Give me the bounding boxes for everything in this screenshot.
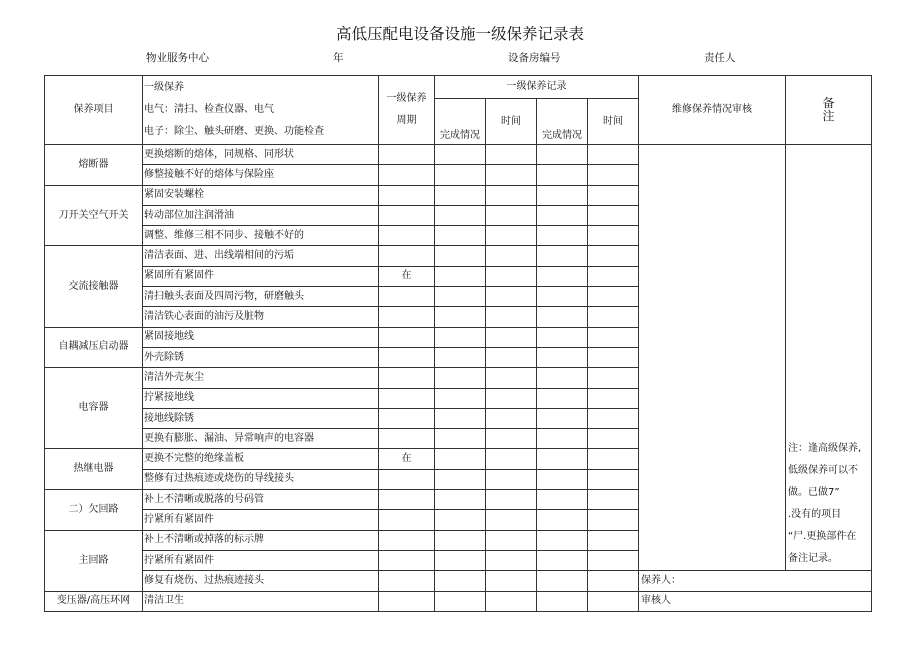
task-text: 更换不完整的绝缘盖板 [143,449,379,469]
task-text: 紧固所有紧固件 [143,266,379,286]
record-cell [486,347,537,367]
item-name: 主回路 [45,530,143,591]
item-name: 变压器/高压环网 [45,591,143,611]
record-cell [486,307,537,327]
record-cell [588,571,639,591]
record-cell [486,490,537,510]
record-cell [537,490,588,510]
item-name: 自耦减压启动器 [45,327,143,368]
record-cell [486,368,537,388]
record-cell [588,510,639,530]
record-cell [486,510,537,530]
task-text: 清洁表面、进、出线端相间的污垢 [143,246,379,266]
task-text: 清洁铁心表面的油污及脏物 [143,307,379,327]
record-cell [435,490,486,510]
service-center-label: 物业服务中心 [146,52,209,64]
record-cell [435,449,486,469]
record-cell [486,287,537,307]
record-cell [588,429,639,449]
table-row [45,145,872,165]
record-cell [537,388,588,408]
task-text: 调整、维修三相不同步、接触不好的 [143,226,379,246]
record-cell [588,246,639,266]
period-cell [379,165,435,185]
record-cell [588,347,639,367]
record-cell [435,347,486,367]
period-cell [379,510,435,530]
record-cell [435,591,486,611]
record-cell [537,165,588,185]
record-cell [435,469,486,489]
table-row [45,571,872,591]
period-cell [379,490,435,510]
record-cell [435,388,486,408]
period-cell [379,246,435,266]
record-cell [486,205,537,225]
record-cell [537,145,588,165]
record-cell [537,287,588,307]
record-cell [486,226,537,246]
header-done-1: 完成情况 [435,99,486,145]
item-name: 交流接触器 [45,246,143,327]
record-cell [588,266,639,286]
item-name: 二）欠回路 [45,490,143,531]
record-cell [435,408,486,428]
header-content-line: 电子：除尘、触头研磨、更换、功能检查 [144,126,324,137]
period-cell [379,429,435,449]
period-cell [379,145,435,165]
record-cell [537,530,588,550]
record-cell [588,185,639,205]
record-cell [537,449,588,469]
responsible-person-label: 责任人 [704,52,736,64]
year-label: 年 [333,52,344,64]
record-cell [435,165,486,185]
note-line: 做。已做7” [788,487,840,498]
period-cell [379,307,435,327]
period-cell [379,287,435,307]
period-cell [379,571,435,591]
task-text: 清洁卫生 [143,591,379,611]
record-cell [537,510,588,530]
header-remark [786,76,872,145]
note-line: .没有的项目 [788,509,842,520]
task-text: 清扫触头表面及四周污物，研磨触头 [143,287,379,307]
record-cell [435,287,486,307]
record-cell [588,408,639,428]
record-cell [537,205,588,225]
record-cell [537,550,588,570]
record-cell [486,185,537,205]
task-text: 紧固接地线 [143,327,379,347]
record-cell [435,510,486,530]
task-text: 紧固安装螺栓 [143,185,379,205]
record-cell [588,145,639,165]
task-text: 修整接触不好的熔体与保险座 [143,165,379,185]
record-cell [435,550,486,570]
record-cell [537,347,588,367]
task-text: 拧紧所有紧固件 [143,510,379,530]
record-cell [537,226,588,246]
task-text: 转动部位加注润滑油 [143,205,379,225]
period-cell [379,591,435,611]
record-cell [486,165,537,185]
record-cell [588,307,639,327]
record-cell [435,327,486,347]
record-cell [435,205,486,225]
record-cell [537,591,588,611]
header-period-line: 周期 [396,115,417,126]
task-text: 清洁外壳灰尘 [143,368,379,388]
record-cell [588,469,639,489]
record-cell [588,226,639,246]
period-cell [379,388,435,408]
header-content-line: 电气：清扫、检查仪器、电气 [144,104,274,115]
task-text: 拧紧所有紧固件 [143,550,379,570]
period-cell [379,550,435,570]
record-cell [435,571,486,591]
record-cell [435,368,486,388]
record-cell [537,429,588,449]
record-cell [588,530,639,550]
period-cell [379,185,435,205]
record-cell [435,530,486,550]
page-title: 高低压配电设备设施一级保养记录表 [335,25,584,43]
period-cell [379,469,435,489]
header-content [143,76,379,145]
period-cell [379,226,435,246]
record-cell [537,571,588,591]
record-cell [486,246,537,266]
record-cell [588,490,639,510]
record-cell [588,591,639,611]
note-line: “尸.更换部件在 [788,531,857,542]
period-cell [379,347,435,367]
record-cell [435,429,486,449]
record-cell [537,408,588,428]
review-cell [639,145,786,571]
period-cell [379,205,435,225]
record-cell [435,145,486,165]
record-cell [588,449,639,469]
record-cell [588,327,639,347]
record-cell [588,368,639,388]
record-cell [588,287,639,307]
record-cell [588,388,639,408]
task-text: 补上不清晰或脱落的号码管 [143,490,379,510]
room-number-label: 设备房编号 [508,52,561,64]
header-remark-line: 注 [822,109,835,123]
item-name: 热继电器 [45,449,143,490]
header-period [379,76,435,145]
task-text: 补上不清晰或掉落的标示牌 [143,530,379,550]
period-cell [379,327,435,347]
remark-note [786,145,872,571]
header-time-2: 时间 [588,99,639,145]
item-name: 电容器 [45,368,143,449]
header-record-group: 一级保养记录 [435,76,639,99]
record-cell [486,145,537,165]
record-cell [486,266,537,286]
item-name: 熔断器 [45,145,143,186]
record-cell [537,185,588,205]
note-line: 低级保养可以不 [788,465,858,476]
task-text: 接地线除锈 [143,408,379,428]
record-cell [486,327,537,347]
task-text: 更换有膨胀、漏油、异常响声的电容器 [143,429,379,449]
record-cell [486,388,537,408]
reviewer-label: 审核人 [639,591,872,611]
record-cell [435,185,486,205]
task-text: 整修有过热痕迹或烧伤的导线接头 [143,469,379,489]
record-cell [435,226,486,246]
record-cell [588,205,639,225]
period-cell [379,368,435,388]
task-text: 更换熔断的熔体，同规格、同形状 [143,145,379,165]
table-row [45,591,872,611]
header-item: 保养项目 [45,76,143,145]
maintainer-label: 保养人： [639,571,872,591]
note-line: 注：逢高级保养, [788,443,862,454]
record-cell [537,327,588,347]
record-cell [435,307,486,327]
task-text: 拧紧接地线 [143,388,379,408]
header-review: 维修保养情况审核 [639,76,786,145]
record-cell [486,469,537,489]
period-cell [379,530,435,550]
record-cell [537,246,588,266]
period-cell: 在 [379,449,435,469]
period-cell: 在 [379,266,435,286]
header-time-1: 时间 [486,99,537,145]
header-period-line: 一级保养 [386,93,427,104]
record-cell [537,266,588,286]
item-name: 刀开关空气开关 [45,185,143,246]
maintenance-record-table [44,75,872,612]
record-cell [537,307,588,327]
header-content-line: 一级保养 [144,82,184,93]
record-cell [486,449,537,469]
record-cell [435,246,486,266]
record-cell [435,266,486,286]
header-remark-line: 备 [822,96,835,110]
record-cell [486,429,537,449]
record-cell [486,571,537,591]
header-done-2: 完成情况 [537,99,588,145]
record-cell [588,550,639,570]
record-cell [537,368,588,388]
record-cell [486,591,537,611]
record-cell [486,550,537,570]
task-text: 修复有烧伤、过热痕迹接头 [143,571,379,591]
note-line: 备注记录。 [788,553,838,564]
task-text: 外壳除锈 [143,347,379,367]
record-cell [588,165,639,185]
record-cell [486,408,537,428]
record-cell [537,469,588,489]
period-cell [379,408,435,428]
record-cell [486,530,537,550]
